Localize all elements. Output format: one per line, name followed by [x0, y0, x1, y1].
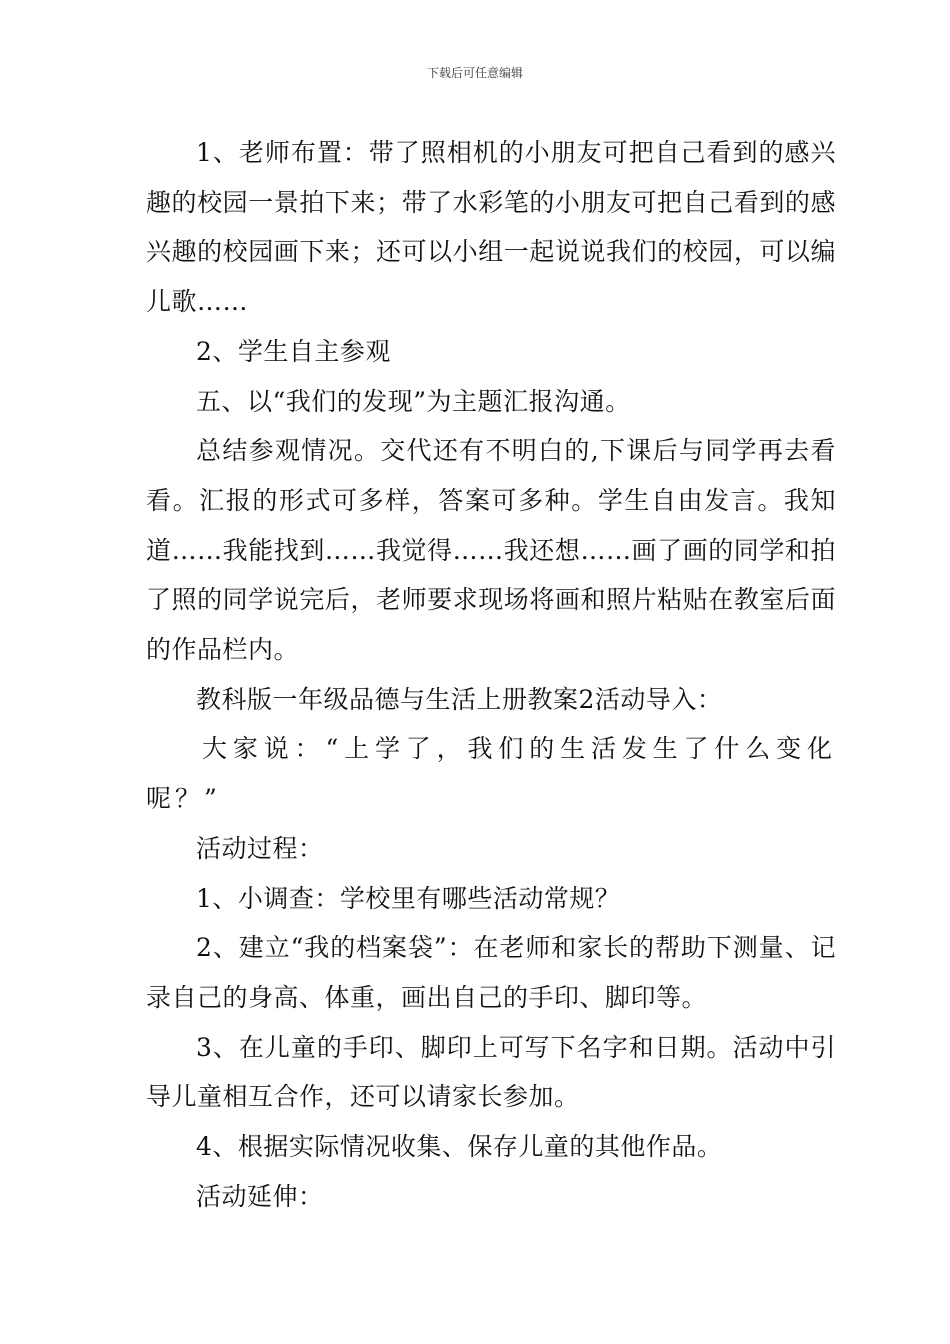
paragraph-portfolio: 2、建立“我的档案袋”：在老师和家长的帮助下测量、记录自己的身高、体重，画出自己的手印、脚印等。: [146, 933, 836, 1012]
page-header-note: 下载后可任意编辑: [426, 66, 523, 80]
paragraph-summary: 总结参观情况。交代还有不明白的,下课后与同学再去看看。汇报的形式可多样，答案可多种。学生自由发言。我知道……我能找到……我觉得……我还想……画了画的同学和拍了照的同学说完后，老师要求现场将画和照片粘贴在教室后面的作品栏内。: [146, 436, 836, 665]
paragraph-assignment: 1、老师布置：带了照相机的小朋友可把自己看到的感兴趣的校园一景拍下来；带了水彩笔的小朋友可把自己看到的感兴趣的校园画下来；还可以小组一起说说我们的校园，可以编儿歌……: [146, 138, 836, 317]
paragraph-self-visit: 2、学生自主参观: [196, 336, 391, 366]
paragraph-report-theme: 五、以“我们的发现”为主题汇报沟通。: [196, 386, 631, 416]
paragraph-discussion-question: 大家说：“上学了，我们的生活发生了什么变化呢？”: [146, 734, 836, 814]
paragraph-handprints: 3、在儿童的手印、脚印上可写下名字和日期。活动中引导儿童相互合作，还可以请家长参加。: [146, 1032, 836, 1112]
paragraph-lesson-2-intro: 教科版一年级品德与生活上册教案2活动导入：: [196, 684, 723, 714]
document-body: [146, 128, 836, 1221]
paragraph-collect-works: 4、根据实际情况收集、保存儿童的其他作品。: [196, 1132, 723, 1162]
paragraph-survey: 1、小调查：学校里有哪些活动常规？: [196, 883, 621, 913]
paragraph-extension-heading: 活动延伸：: [196, 1181, 324, 1211]
paragraph-activity-process-heading: 活动过程：: [196, 833, 324, 863]
